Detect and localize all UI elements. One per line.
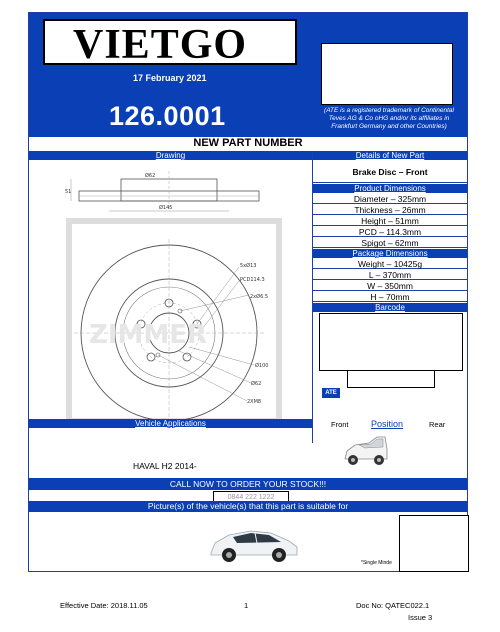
page-number: 1 <box>244 601 249 610</box>
pkg-width: W – 350mm <box>313 281 467 291</box>
position-header: Position <box>371 419 404 429</box>
position-bar <box>313 419 467 429</box>
dim-spigot-top: Ø62 <box>145 173 156 179</box>
datasheet <box>28 12 468 572</box>
dim-m8: 2XM8 <box>247 399 262 405</box>
picture-box <box>399 515 469 572</box>
pictures-header: Picture(s) of the vehicle(s) that this part is suitable for <box>29 501 467 512</box>
issue-date: 17 February 2021 <box>133 73 207 83</box>
package-dimensions-header: Package Dimensions <box>313 249 467 258</box>
dim-bore: 2xØ6.5 <box>250 294 269 300</box>
barcode-header: Barcode <box>313 303 467 312</box>
logo-suffix: LTD <box>273 25 294 37</box>
position-front: Front <box>331 420 349 429</box>
vehicle-applications-header: Vehicle Applications <box>29 419 312 428</box>
pkg-weight: Weight – 10425g <box>313 259 467 269</box>
drawing-header: Drawing <box>29 151 312 160</box>
dim-pcd-row: PCD – 114.3mm <box>313 227 467 237</box>
brand-logo-box <box>321 43 453 105</box>
drawing-watermark: ZIMMER <box>89 320 208 350</box>
header-banner <box>29 13 467 137</box>
logo-box <box>43 19 297 68</box>
brake-disc-drawing <box>29 161 312 429</box>
position-rear: Rear <box>429 420 446 429</box>
vehicle-photo <box>207 527 301 563</box>
doc-number: Doc No: QATEC022.1 <box>356 601 430 610</box>
call-to-action: CALL NOW TO ORDER YOUR STOCK!!! <box>29 478 467 490</box>
single-note: *Single Minde <box>361 560 392 566</box>
pkg-height: H – 70mm <box>313 292 467 302</box>
part-name: Brake Disc – Front <box>313 161 467 183</box>
title-bar: NEW PART NUMBER <box>29 137 467 150</box>
ate-logo: ATE <box>322 388 340 398</box>
front-position-car-icon <box>341 433 391 469</box>
dim-thickness: Thickness – 26mm <box>313 205 467 215</box>
details-header: Details of New Part <box>313 151 467 160</box>
part-number: 126.0001 <box>109 101 226 131</box>
drawing-area <box>29 161 312 429</box>
company-logo: VIETGO <box>73 22 248 68</box>
dim-outer-diameter: Ø325 <box>159 220 173 226</box>
dim-100: Ø100 <box>255 363 269 369</box>
effective-date: Effective Date: 2018.11.05 <box>60 601 148 610</box>
dim-spigot-row: Spigot – 62mm <box>313 238 467 248</box>
pkg-length: L – 370mm <box>313 270 467 280</box>
dim-diameter: Diameter – 325mm <box>313 194 467 204</box>
dim-height: 51 <box>65 189 72 195</box>
dim-pcd: PCD114.3 <box>240 277 265 283</box>
issue-number: Issue 3 <box>408 613 433 622</box>
barcode-box <box>319 313 463 371</box>
vehicle-application: HAVAL H2 2014- <box>133 461 197 471</box>
dim-height-row: Height – 51mm <box>313 216 467 226</box>
trademark-note: (ATE is a registered trademark of Continental Teves AG & Co oHG and/or its affiliates in Frankfurt Germany and other Countries) <box>324 107 454 130</box>
dim-bolt-holes: 5xØ13 <box>240 263 257 269</box>
dim-62: Ø62 <box>251 381 262 387</box>
product-dimensions-header: Product Dimensions <box>313 184 467 193</box>
dim-inner-diameter: Ø145 <box>159 205 173 211</box>
phone-box: 0844 222 1222 <box>213 491 289 503</box>
barcode-digits-box <box>347 371 435 388</box>
